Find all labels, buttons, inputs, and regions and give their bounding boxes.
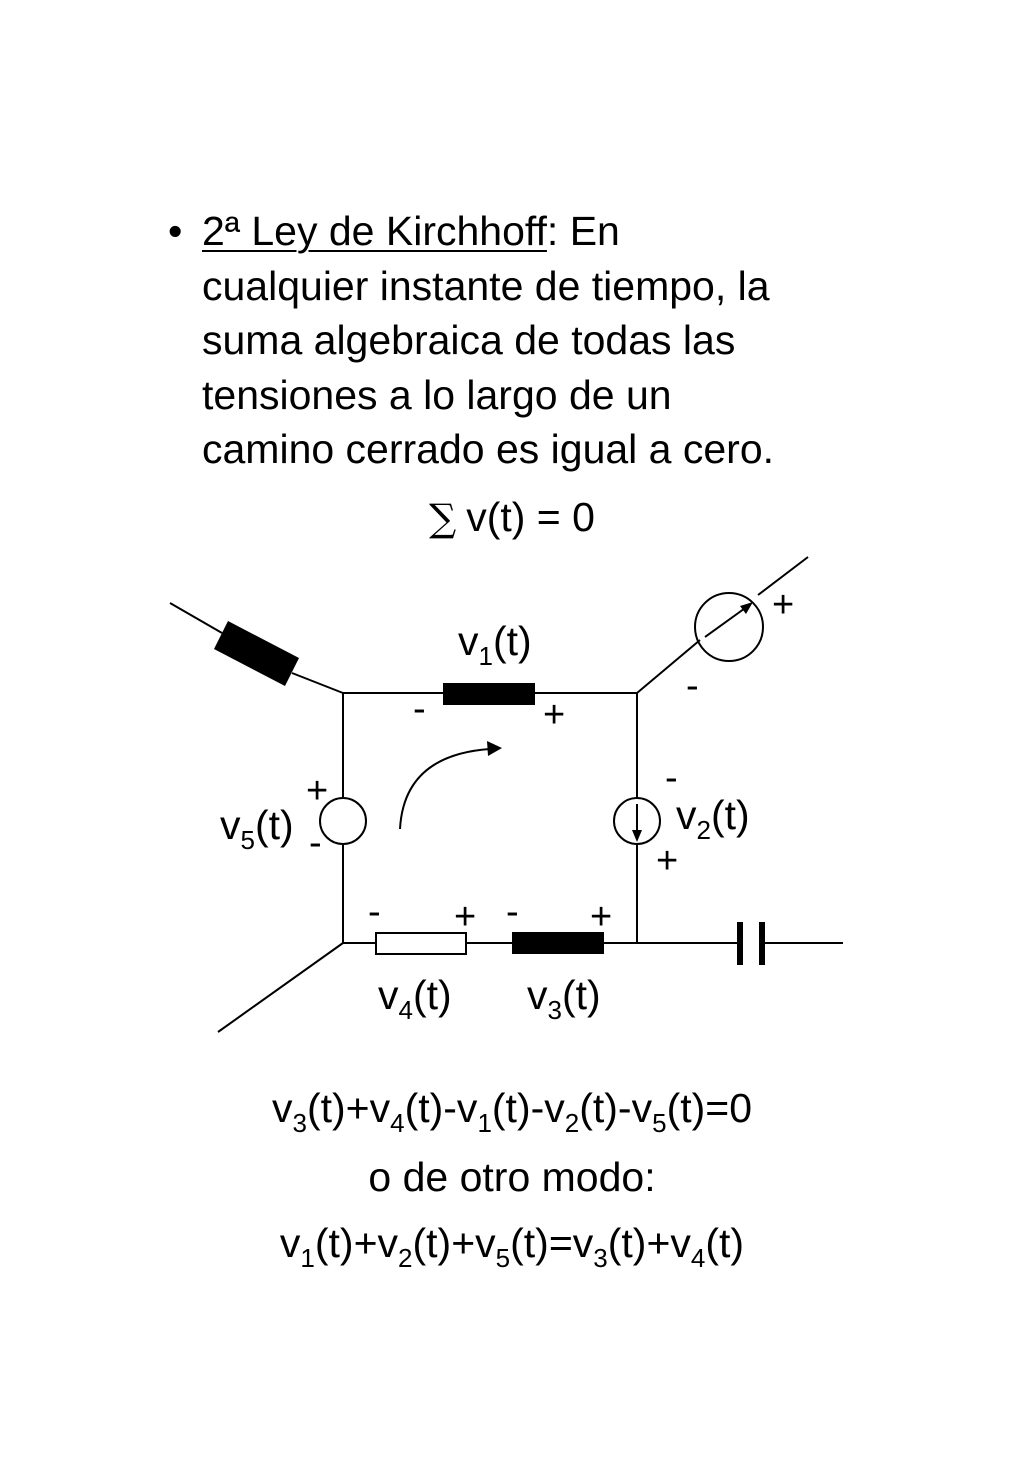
element-branch-top-left [214, 621, 299, 686]
wire-branch-bottom-left [218, 943, 343, 1032]
eq1-sub-4: 2 [564, 1108, 580, 1138]
label-v1: $v_1(t)$ [458, 618, 532, 671]
sign-v3-minus: - [506, 891, 519, 933]
alternative-form-caption: o de otro modo: [368, 1154, 656, 1200]
resistor-v4 [376, 933, 466, 954]
loop-arrowhead [487, 741, 502, 756]
eq1-sub-5: 5 [652, 1108, 667, 1138]
sign-v2-plus: + [656, 840, 679, 882]
kvl-equation-alternative [0, 1216, 1024, 1273]
eq1-part-3: (t)-v [404, 1085, 478, 1131]
eq1-part-1: v [271, 1085, 293, 1131]
sign-v2-minus: - [665, 757, 678, 799]
law-text-line-3: suma algebraica de todas las [202, 317, 736, 363]
label-v4: $v_4(t)$ [378, 972, 452, 1025]
sign-v5-minus: - [309, 822, 322, 864]
bullet-point: • [168, 208, 183, 254]
wire-branch-top-left-outer [170, 603, 222, 633]
sign-v3-plus: + [590, 896, 613, 938]
eq1-part-4: (t)-v [491, 1085, 565, 1131]
sign-meter-plus: + [772, 584, 795, 626]
sign-v1-minus: - [413, 688, 426, 730]
eq1-part-5: (t)-v [579, 1085, 653, 1131]
current-source-arrowhead [632, 830, 642, 842]
sigma-symbol: ∑ [429, 496, 457, 540]
label-v3: $v_3(t)$ [527, 972, 601, 1025]
kvl-equation [0, 1081, 1024, 1138]
law-text-line-4: tensiones a lo largo de un [202, 371, 672, 418]
eq1-part-2: (t)+v [306, 1085, 391, 1131]
eq3-part-4: (t)=v [510, 1220, 594, 1266]
eq3-sub-5: 4 [690, 1243, 706, 1273]
meter-needle-arrowhead [740, 602, 753, 614]
meter-needle [705, 606, 748, 637]
element-v1 [443, 683, 535, 705]
eq3-part-3: (t)+v [412, 1220, 496, 1266]
law-title-suffix: : En [546, 208, 620, 254]
eq1-sub-3: 1 [477, 1108, 492, 1138]
law-title: 2ª Ley de Kirchhoff [202, 208, 547, 254]
sign-v5-plus: + [306, 770, 329, 812]
eq3-sub-1: 1 [300, 1243, 315, 1273]
eq3-part-1: v [279, 1220, 301, 1266]
loop-direction-arrow [400, 749, 490, 829]
sum-formula-text: v(t) = 0 [466, 494, 595, 540]
eq1-sub-1: 3 [292, 1108, 307, 1138]
eq3-part-2: (t)+v [314, 1220, 399, 1266]
sign-v4-plus: + [454, 896, 477, 938]
sign-meter-minus: - [686, 665, 699, 707]
eq1-sub-2: 4 [390, 1108, 405, 1138]
eq1-part-6: (t)=0 [666, 1085, 753, 1131]
law-text-line-2: cualquier instante de tiempo, la [202, 262, 770, 309]
law-text-line-5: camino cerrado es igual a cero. [202, 426, 775, 472]
ammeter-meter [695, 593, 763, 661]
label-v5: $v_5(t)$ [220, 802, 294, 855]
eq3-sub-2: 2 [398, 1243, 413, 1273]
eq3-part-5: (t)+v [607, 1220, 691, 1266]
label-v2: $v_2(t)$ [676, 792, 750, 845]
sign-v1-plus: + [543, 694, 566, 736]
eq3-part-6: (t) [705, 1220, 745, 1266]
eq3-sub-4: 3 [593, 1243, 608, 1273]
wire-branch-top-left-inner [292, 673, 343, 693]
sign-v4-minus: - [368, 891, 381, 933]
eq3-sub-3: 5 [495, 1243, 511, 1273]
